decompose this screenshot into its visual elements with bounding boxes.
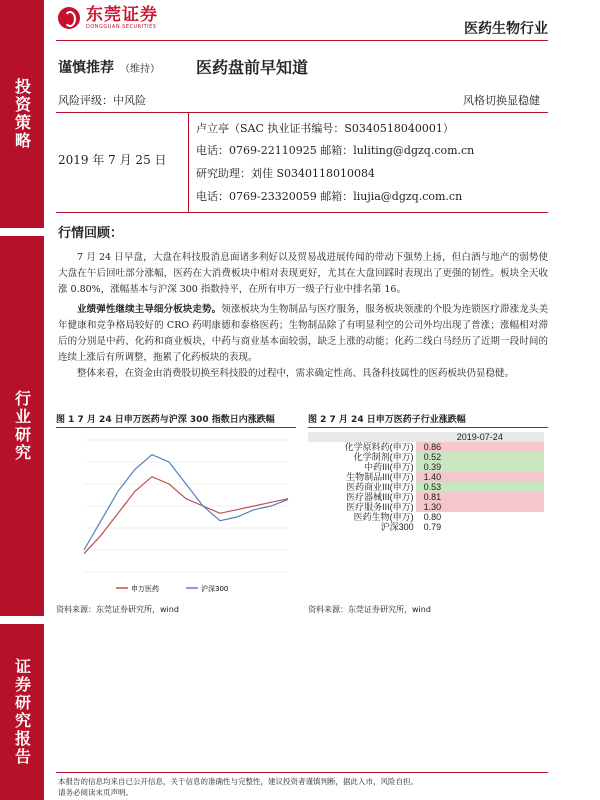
data-table (308, 432, 544, 532)
figure-caption: 图 2 7 月 24 日申万医药子行业涨跌幅 (308, 412, 548, 428)
table-row (308, 442, 544, 452)
chart-bg (56, 432, 296, 594)
legend-label-2: 沪深300 (201, 585, 229, 593)
table-header: 2019-07-24 (416, 432, 544, 442)
paragraph-body: 领涨板块为生物制品与医疗服务，服务板块领涨的个股为连锁医疗滞涨龙头美年健康和竞争格局较好的 CRO 药明康德和泰格医药；生物制品除了有明显利空的公司外均出现了普涨；涨幅相对滞后的分别是中药、化药和商业板块，中药与商业基本面较弱，缺乏上涨的动能；化药二线白马经历了近期一段时间的连续上涨后有所调整，拖累了化药板块的表现。 (58, 304, 548, 363)
row-label: 中药III(申万) (364, 462, 414, 472)
disclaimer-line: 请务必阅读末页声明。 (58, 788, 133, 797)
row-value: 0.53 (416, 482, 544, 492)
line-chart (56, 432, 296, 594)
sidebar-block-industry (0, 236, 44, 616)
divider (188, 112, 189, 212)
report-title: 医药盘前早知道 (196, 58, 309, 77)
analyst-name: 卢立亭（SAC 执业证书编号：S0340518040001） (196, 122, 454, 135)
sidebar-label: 投资策略 (12, 78, 32, 150)
table-row (308, 502, 544, 512)
intraday-chart (56, 432, 296, 594)
logo-cn: 东莞证券 (86, 5, 158, 25)
row-value: 1.30 (416, 502, 544, 512)
legend-label-1: 申万医药 (131, 585, 159, 593)
sidebar-block-report (0, 624, 44, 800)
row-label: 医疗服务III(申万) (346, 502, 414, 512)
table-row (308, 482, 544, 492)
report-date: 2019 年 7 月 25 日 (58, 153, 167, 167)
paragraph: 整体来看，在资金由消费股切换至科技股的过程中，需求确定性高、具备科技属性的医药板块仍显稳健。 (77, 368, 515, 379)
paragraph-lead: 业绩弹性继续主导细分板块走势。 (77, 304, 222, 315)
logo-en: DONGGUAN SECURITIES (86, 24, 157, 30)
style-tag: 风格切换显稳健 (463, 94, 540, 107)
row-label: 医药生物(申万) (353, 512, 414, 522)
row-value: 0.52 (416, 452, 544, 462)
assistant-contact: 电话：0769-23320059 邮箱：liujia@dgzq.com.cn (196, 190, 463, 203)
table-row (308, 522, 544, 532)
divider (56, 772, 548, 773)
row-value: 0.79 (416, 522, 544, 532)
divider (56, 40, 548, 41)
rating-text: 谨慎推荐 (58, 60, 114, 76)
row-value: 0.39 (416, 462, 544, 472)
row-label: 生物制品III(申万) (346, 472, 414, 482)
paragraph: 7 月 24 日早盘，大盘在科技股消息面诸多利好以及贸易战进展传闻的带动下强势上扬，但白酒与地产的弱势使大盘在午后回吐部分涨幅，医药在大消费板块中相对表现更好，尤其在大盘回踩时表现出了更强的韧性。板块全天收涨 0.80%，涨幅基本与沪深 300 指数持平，在所有申万一级子行业中排名第 16。 (58, 252, 548, 295)
analyst-contact: 电话：0769-22110925 邮箱：luliting@dgzq.com.cn (196, 144, 475, 157)
logo-icon (58, 7, 80, 29)
section-title: 行情回顾： (58, 226, 124, 241)
row-value: 0.81 (416, 492, 544, 502)
table-row (308, 452, 544, 462)
row-value: 1.40 (416, 472, 544, 482)
table-row (308, 462, 544, 472)
table-row (308, 472, 544, 482)
assistant-name: 研究助理：刘佳 S0340118010084 (196, 167, 376, 180)
row-value: 0.80 (416, 512, 544, 522)
divider (56, 212, 548, 213)
sidebar-label: 行业研究 (12, 390, 32, 462)
row-value: 0.86 (416, 442, 544, 452)
company-logo (58, 6, 158, 30)
risk-level: 风险评级：中风险 (58, 94, 146, 107)
sidebar-block-strategy (0, 0, 44, 228)
sidebar (0, 0, 44, 800)
disclaimer (58, 776, 538, 798)
table-row (308, 512, 544, 522)
sidebar-label: 证券研究报告 (12, 658, 32, 766)
row-label: 医药商业III(申万) (346, 482, 414, 492)
disclaimer-line: 本报告的信息均来自已公开信息，关于信息的准确性与完整性，建议投资者谨慎判断，据此入市，风险自担。 (58, 777, 418, 786)
table-row (308, 492, 544, 502)
row-label: 医疗器械III(申万) (346, 492, 414, 502)
divider (56, 112, 548, 113)
subindustry-table (308, 432, 548, 532)
figure-source: 资料来源：东莞证券研究所，wind (308, 605, 431, 614)
figure-caption: 图 1 7 月 24 日申万医药与沪深 300 指数日内涨跌幅 (56, 412, 296, 428)
rating (58, 57, 160, 77)
paragraph (58, 302, 548, 366)
row-label: 沪深300 (380, 522, 414, 532)
figure-source: 资料来源：东莞证券研究所，wind (56, 605, 179, 614)
industry-label: 医药生物行业 (464, 21, 548, 37)
row-label: 化学原料药(申万) (344, 442, 414, 452)
rating-note: （维持） (120, 64, 160, 75)
row-label: 化学制剂(申万) (353, 452, 414, 462)
